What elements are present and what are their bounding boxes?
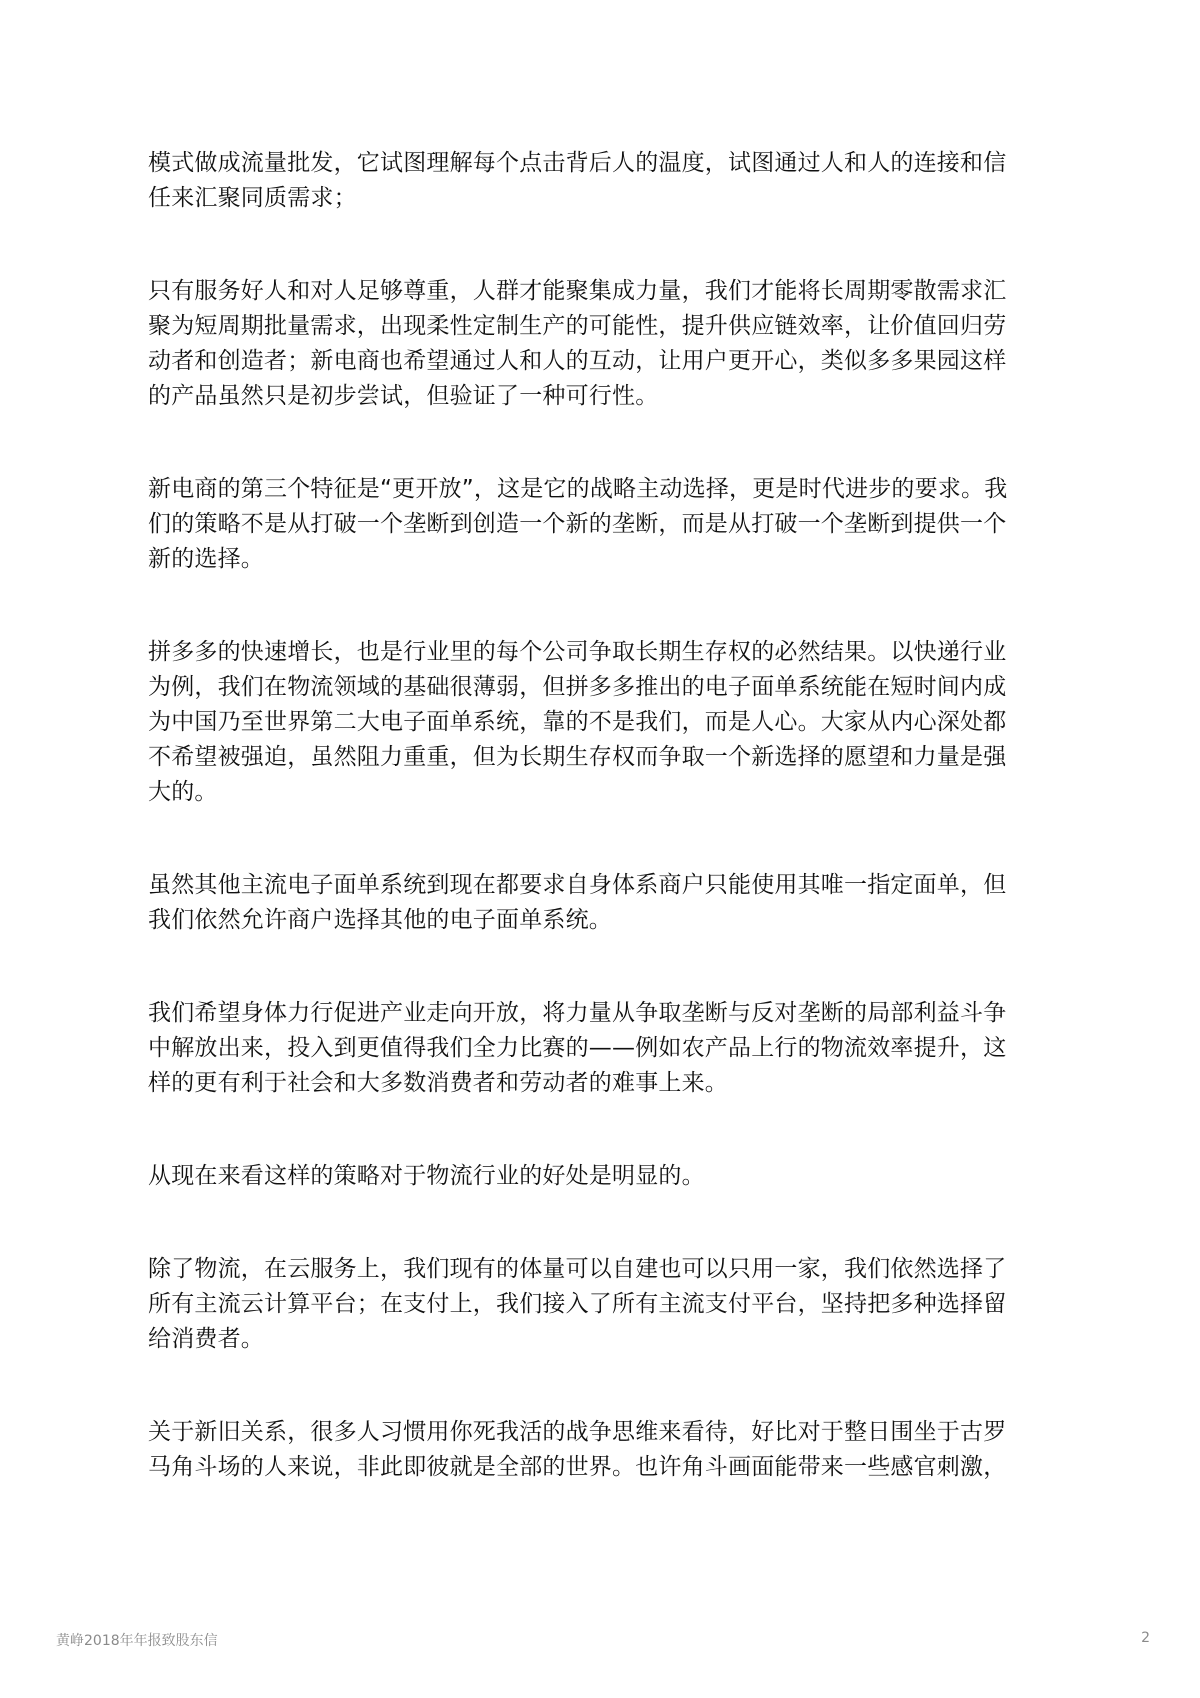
paragraph-line: 样的更有利于社会和大多数消费者和劳动者的难事上来。 (148, 1070, 728, 1096)
paragraph-line: 不希望被强迫，虽然阻力重重，但为长期生存权而争取一个新选择的愿望和力量是强 (148, 744, 1007, 770)
paragraph (148, 472, 1048, 577)
paragraph (148, 1252, 1048, 1357)
paragraph (148, 996, 1048, 1101)
paragraph-line: 我们希望身体力行促进产业走向开放，将力量从争取垄断与反对垄断的局部利益斗争 (148, 1000, 1007, 1026)
paragraph-line: 模式做成流量批发，它试图理解每个点击背后人的温度，试图通过人和人的连接和信 (148, 150, 1007, 176)
paragraph-line: 从现在来看这样的策略对于物流行业的好处是明显的。 (148, 1163, 705, 1189)
paragraph-line: 除了物流，在云服务上，我们现有的体量可以自建也可以只用一家，我们依然选择了 (148, 1256, 1007, 1282)
paragraph-line: 所有主流云计算平台；在支付上，我们接入了所有主流支付平台，坚持把多种选择留 (148, 1291, 1007, 1317)
paragraph (148, 146, 1048, 216)
paragraph-line: 聚为短周期批量需求，出现柔性定制生产的可能性，提升供应链效率，让价值回归劳 (148, 313, 1007, 339)
paragraph-line: 动者和创造者；新电商也希望通过人和人的互动，让用户更开心，类似多多果园这样 (148, 348, 1007, 374)
paragraph-line: 关于新旧关系，很多人习惯用你死我活的战争思维来看待，好比对于整日围坐于古罗 (148, 1419, 1007, 1445)
paragraph (148, 635, 1048, 810)
paragraph (148, 1415, 1048, 1485)
paragraph-line: 的产品虽然只是初步尝试，但验证了一种可行性。 (148, 383, 659, 409)
paragraph-line: 虽然其他主流电子面单系统到现在都要求自身体系商户只能使用其唯一指定面单，但 (148, 872, 1007, 898)
paragraph-line: 们的策略不是从打破一个垄断到创造一个新的垄断，而是从打破一个垄断到提供一个 (148, 511, 1007, 537)
paragraph-line: 大的。 (148, 779, 218, 805)
paragraph-line: 为例，我们在物流领域的基础很薄弱，但拼多多推出的电子面单系统能在短时间内成 (148, 674, 1007, 700)
paragraph-line: 只有服务好人和对人足够尊重，人群才能聚集成力量，我们才能将长周期零散需求汇 (148, 278, 1007, 304)
paragraph-line: 马角斗场的人来说，非此即彼就是全部的世界。也许角斗画面能带来一些感官刺激， (148, 1454, 1007, 1480)
paragraph (148, 1159, 1048, 1194)
paragraph-line: 我们依然允许商户选择其他的电子面单系统。 (148, 907, 612, 933)
page-number: 2 (1141, 1630, 1150, 1646)
paragraph (148, 868, 1048, 938)
paragraph-line: 任来汇聚同质需求； (148, 185, 357, 211)
paragraph-line: 新的选择。 (148, 546, 264, 572)
paragraph (148, 274, 1048, 414)
paragraph-line: 给消费者。 (148, 1326, 264, 1352)
letter-body (148, 146, 1048, 1543)
footer-title: 黄峥2018年年报致股东信 (56, 1633, 218, 1649)
paragraph-line: 中解放出来，投入到更值得我们全力比赛的——例如农产品上行的物流效率提升，这 (148, 1035, 1007, 1061)
paragraph-line: 新电商的第三个特征是“更开放”，这是它的战略主动选择，更是时代进步的要求。我 (148, 476, 1008, 502)
paragraph-line: 拼多多的快速增长，也是行业里的每个公司争取长期生存权的必然结果。以快递行业 (148, 639, 1007, 665)
paragraph-line: 为中国乃至世界第二大电子面单系统，靠的不是我们，而是人心。大家从内心深处都 (148, 709, 1007, 735)
